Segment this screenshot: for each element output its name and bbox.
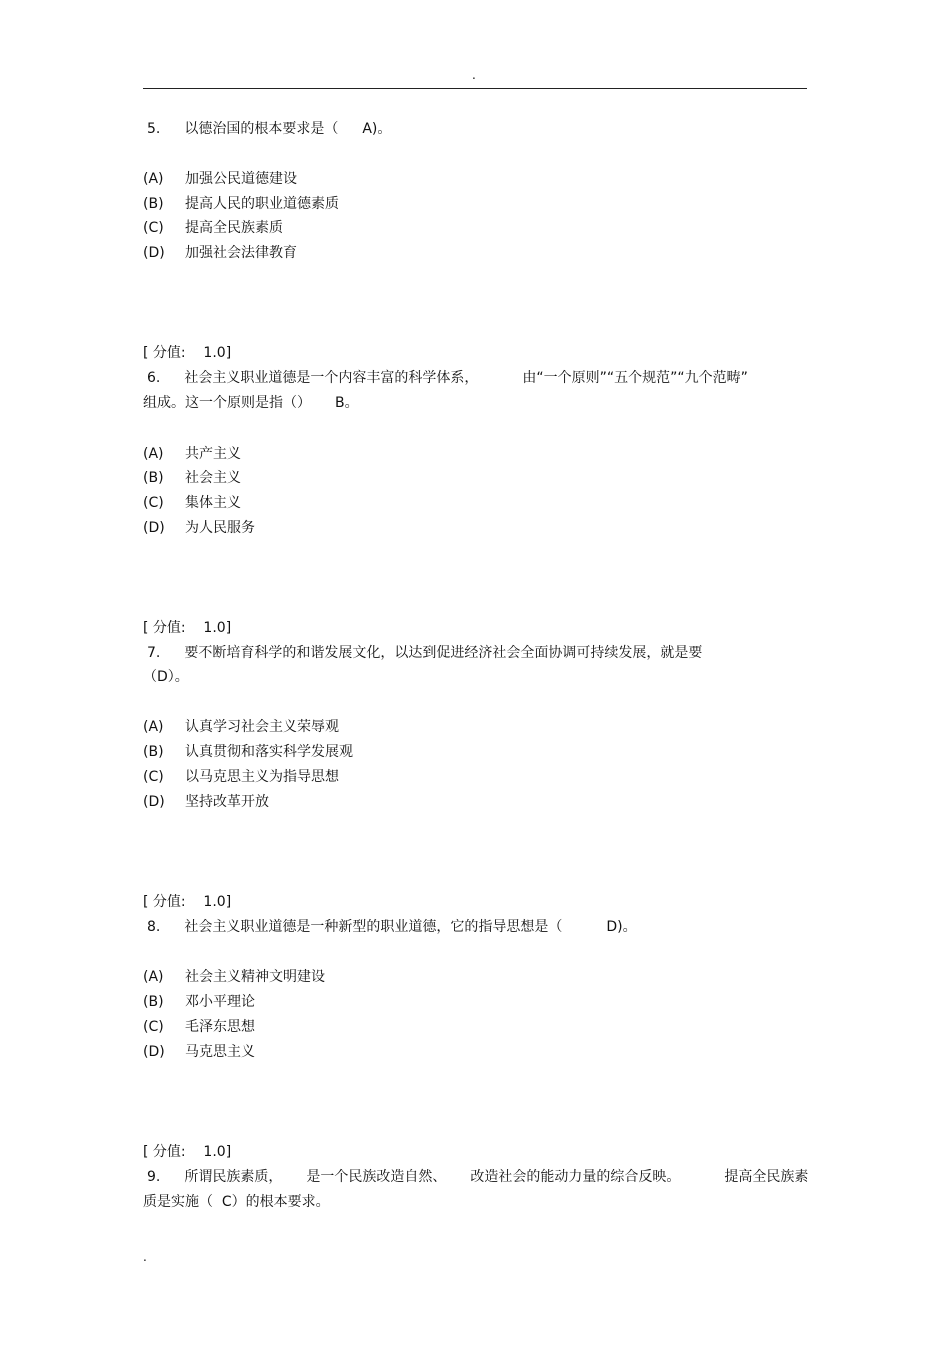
option-label: (A)	[143, 446, 164, 462]
question-6-stem	[147, 368, 748, 388]
question-text-part: 由“一个原则”“五个规范”“九个范畴”	[522, 370, 748, 386]
question-answer: A)。	[362, 121, 392, 137]
option-label: (D)	[143, 245, 165, 261]
q8-option-b	[143, 992, 255, 1012]
q5-option-a	[143, 169, 297, 189]
q8-option-c	[143, 1017, 255, 1037]
option-label: (D)	[143, 1044, 165, 1060]
option-label: (A)	[143, 171, 164, 187]
q9-score: [ 分值: 1.0]	[143, 1144, 232, 1160]
header-dot: .	[472, 68, 476, 82]
option-text: 为人民服务	[185, 520, 255, 536]
option-label: (A)	[143, 719, 164, 735]
option-text: 坚持改革开放	[185, 794, 269, 810]
question-8-stem	[147, 917, 637, 937]
option-text: 加强社会法律教育	[185, 245, 297, 261]
q7-score: [ 分值: 1.0]	[143, 620, 232, 636]
q6-option-d	[143, 518, 255, 538]
q8-option-d	[143, 1042, 255, 1062]
question-9-stem-cont: 质是实施（ C）的根本要求。	[143, 1194, 330, 1210]
footer-dot: .	[143, 1250, 147, 1264]
question-text: 以德治国的根本要求是（	[184, 121, 339, 137]
question-text-part: 要不断培育科学的和谐发展文化，以达到促进经济社会全面协调可持续发展，就是要	[184, 645, 703, 661]
option-label: (A)	[143, 969, 164, 985]
option-label: (D)	[143, 520, 165, 536]
q6-score: [ 分值: 1.0]	[143, 345, 232, 361]
q7-option-d	[143, 792, 269, 812]
question-text-part: 改造社会的能动力量的综合反映。	[470, 1169, 681, 1185]
option-text: 邓小平理论	[185, 994, 255, 1010]
question-text-part: 组成。这一个原则是指（）	[143, 395, 311, 411]
question-6-stem-cont	[143, 393, 359, 413]
option-text: 加强公民道德建设	[185, 171, 297, 187]
q5-option-b	[143, 194, 339, 214]
question-text-part: 是一个民族改造自然、	[306, 1169, 447, 1185]
q6-option-b	[143, 468, 241, 488]
option-text: 提高全民族素质	[185, 220, 283, 236]
option-text: 共产主义	[185, 446, 241, 462]
question-text-part: 提高全民族素	[724, 1169, 809, 1185]
q7-option-c	[143, 767, 339, 787]
question-text: 社会主义职业道德是一种新型的职业道德，它的指导思想是（	[184, 919, 563, 935]
q8-option-a	[143, 967, 325, 987]
q8-score: [ 分值: 1.0]	[143, 894, 232, 910]
question-7-stem	[147, 643, 702, 663]
question-text-part: 所谓民族素质，	[184, 1169, 283, 1185]
option-text: 马克思主义	[185, 1044, 255, 1060]
option-label: (C)	[143, 220, 164, 236]
option-text: 社会主义精神文明建设	[185, 969, 325, 985]
option-text: 以马克思主义为指导思想	[185, 769, 339, 785]
q6-option-a	[143, 444, 241, 464]
question-answer: D)。	[606, 919, 637, 935]
question-number: 6.	[147, 370, 161, 386]
q5-option-d	[143, 243, 297, 263]
question-number: 8.	[147, 919, 161, 935]
option-text: 认真学习社会主义荣辱观	[185, 719, 339, 735]
option-label: (B)	[143, 744, 164, 760]
option-text: 毛泽东思想	[185, 1019, 255, 1035]
q7-option-b	[143, 742, 353, 762]
question-number: 7.	[147, 645, 161, 661]
option-label: (C)	[143, 769, 164, 785]
option-text: 提高人民的职业道德素质	[185, 196, 339, 212]
question-5-stem	[147, 119, 391, 139]
option-label: (B)	[143, 994, 164, 1010]
option-label: (B)	[143, 470, 164, 486]
option-text: 集体主义	[185, 495, 241, 511]
header-rule	[143, 88, 807, 89]
question-7-stem-cont: （D）。	[143, 669, 189, 685]
question-number: 5.	[147, 121, 161, 137]
option-label: (C)	[143, 495, 164, 511]
option-text: 社会主义	[185, 470, 241, 486]
q5-option-c	[143, 218, 283, 238]
option-label: (C)	[143, 1019, 164, 1035]
question-answer: B。	[335, 395, 359, 411]
q7-option-a	[143, 717, 339, 737]
option-label: (B)	[143, 196, 164, 212]
question-9-stem	[147, 1167, 808, 1187]
question-number: 9.	[147, 1169, 161, 1185]
option-text: 认真贯彻和落实科学发展观	[185, 744, 353, 760]
question-text-part: 社会主义职业道德是一个内容丰富的科学体系，	[184, 370, 479, 386]
q6-option-c	[143, 493, 241, 513]
option-label: (D)	[143, 794, 165, 810]
